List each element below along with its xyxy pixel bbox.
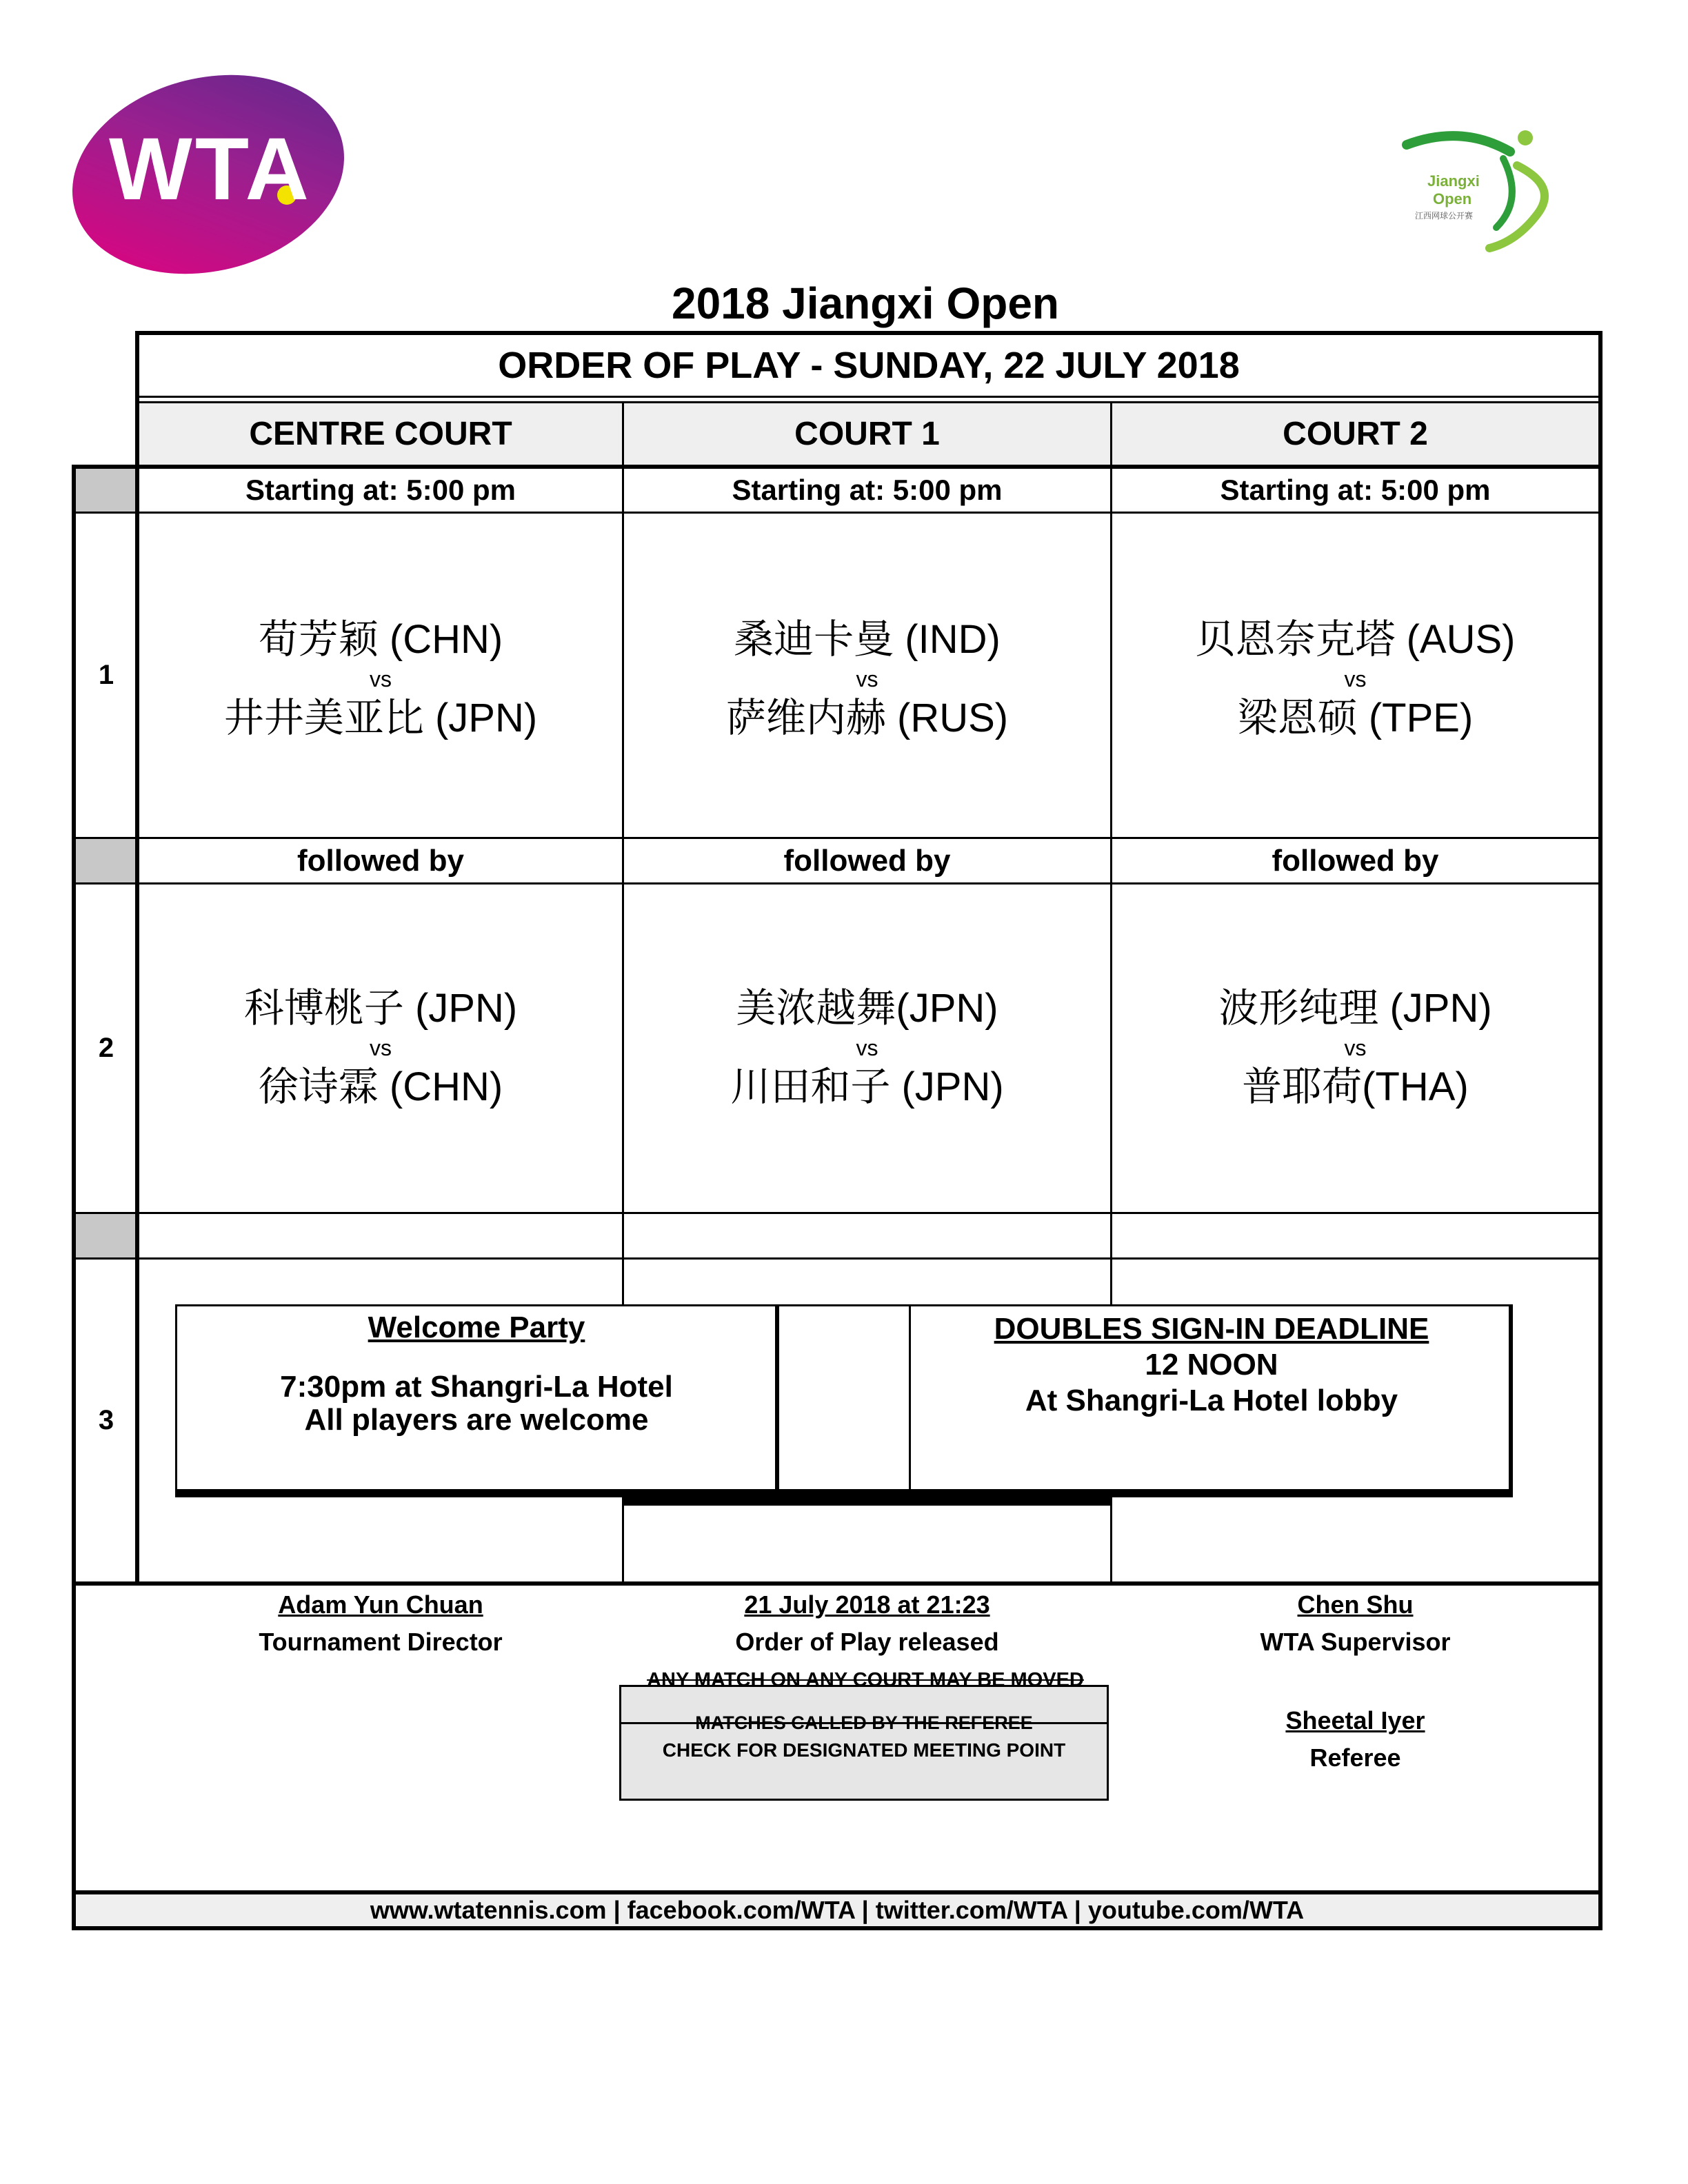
label-cell-followed-1 — [76, 838, 137, 882]
notice-moved: ANY MATCH ON ANY COURT MAY BE MOVED — [647, 1668, 1084, 1691]
player: 川田和子 (JPN) — [730, 1064, 1004, 1109]
label-cell-followed-2 — [76, 1213, 137, 1257]
doubles-deadline-location: At Shangri-La Hotel lobby — [1025, 1384, 1398, 1417]
welcome-party-note: All players are welcome — [304, 1403, 649, 1437]
supervisor-title: WTA Supervisor — [1260, 1628, 1451, 1656]
welcome-party-title: Welcome Party — [368, 1311, 585, 1344]
row-number-2: 2 — [98, 1033, 114, 1063]
court-header-court1: COURT 1 — [794, 416, 940, 452]
wta-logo — [69, 72, 348, 276]
match-row1-court2 — [1112, 600, 1598, 758]
start-time-court2: Starting at: 5:00 pm — [1220, 474, 1491, 506]
notice-called: MATCHES CALLED BY THE REFEREE — [695, 1712, 1033, 1733]
court-header-centre: CENTRE COURT — [249, 416, 512, 452]
jiangxi-open-logo — [1400, 124, 1565, 262]
vs-label: vs — [1344, 667, 1367, 691]
referee-name: Sheetal Iyer — [1285, 1706, 1425, 1735]
player: 徐诗霖 (CHN) — [258, 1064, 503, 1109]
row-number-3: 3 — [98, 1405, 114, 1435]
supervisor-name: Chen Shu — [1297, 1590, 1414, 1619]
director-title: Tournament Director — [259, 1628, 503, 1656]
released-label: Order of Play released — [735, 1628, 999, 1656]
page-title: 2018 Jiangxi Open — [671, 279, 1060, 328]
player: 梁恩硕 (TPE) — [1237, 696, 1474, 740]
player: 美浓越舞(JPN) — [736, 986, 998, 1031]
label-cell-start — [76, 467, 137, 512]
doubles-deadline-title: DOUBLES SIGN-IN DEADLINE — [994, 1312, 1429, 1346]
followed-by-court2: followed by — [1272, 843, 1439, 878]
match-row2-court1 — [624, 969, 1110, 1127]
jiangxi-logo-text-1: Jiangxi — [1427, 172, 1480, 190]
jiangxi-logo-text-2: Open — [1433, 190, 1472, 208]
player: 贝恩奈克塔 (AUS) — [1195, 617, 1516, 662]
vs-label: vs — [1344, 1035, 1367, 1060]
match-row2-court2 — [1112, 969, 1598, 1127]
player: 萨维内赫 (RUS) — [725, 696, 1009, 740]
order-of-play-heading: ORDER OF PLAY - SUNDAY, 22 JULY 2018 — [498, 345, 1240, 386]
vs-label: vs — [370, 1035, 392, 1060]
player: 科博桃子 (JPN) — [243, 986, 518, 1031]
doubles-deadline-box — [912, 1311, 1511, 1435]
match-row1-court1 — [624, 600, 1110, 758]
followed-by-centre: followed by — [297, 843, 464, 878]
player: 桑迪卡曼 (IND) — [734, 617, 1001, 662]
welcome-party-box — [178, 1308, 775, 1446]
row-number-1: 1 — [98, 660, 114, 690]
social-links: www.wtatennis.com | facebook.com/WTA | twitter.com/WTA | youtube.com/WTA — [370, 1896, 1305, 1924]
start-time-court1: Starting at: 5:00 pm — [732, 474, 1003, 506]
match-row2-centre — [139, 969, 622, 1127]
director-name: Adam Yun Chuan — [278, 1590, 483, 1619]
jiangxi-logo-text-3: 江西网球公开赛 — [1415, 211, 1474, 221]
referee-title: Referee — [1309, 1743, 1401, 1772]
vs-label: vs — [856, 1035, 878, 1060]
player: 普耶荷(THA) — [1242, 1064, 1469, 1109]
wta-logo-text: WTA — [109, 119, 312, 219]
vs-label: vs — [370, 667, 392, 691]
player: 波形纯理 (JPN) — [1218, 986, 1492, 1031]
vs-label: vs — [856, 667, 878, 691]
notice-meeting-point: CHECK FOR DESIGNATED MEETING POINT — [662, 1739, 1066, 1761]
doubles-deadline-time: 12 NOON — [1145, 1348, 1278, 1382]
player: 荀芳颖 (CHN) — [258, 617, 503, 662]
welcome-party-time: 7:30pm at Shangri-La Hotel — [280, 1370, 673, 1404]
start-time-centre: Starting at: 5:00 pm — [245, 474, 516, 506]
court-header-court2: COURT 2 — [1283, 416, 1428, 452]
followed-by-court1: followed by — [783, 843, 951, 878]
match-row1-centre — [139, 600, 622, 758]
player: 井井美亚比 (JPN) — [223, 696, 538, 740]
released-time: 21 July 2018 at 21:23 — [744, 1590, 990, 1619]
